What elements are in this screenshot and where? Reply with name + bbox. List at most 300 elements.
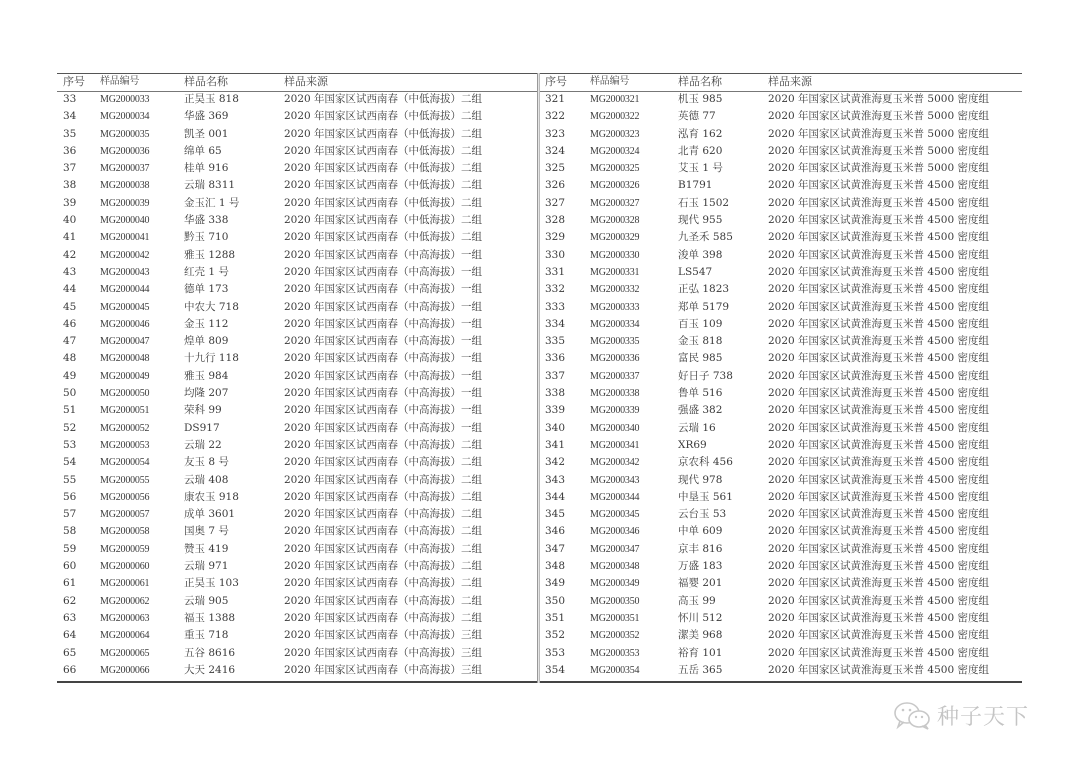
- sample-source: 2020 年国家区试西南春（中高海拔）一组: [284, 317, 483, 330]
- sample-name: 机玉 985: [678, 93, 723, 105]
- sample-source: 2020 年国家区试西南春（中低海拔）二组: [284, 162, 483, 175]
- sample-name: 福婴 201: [678, 577, 723, 590]
- sample-source: 2020 年国家区试西南春（中高海拔）二组: [284, 473, 483, 486]
- sample-code: MG2000346: [590, 526, 640, 538]
- sample-source: 2020 年国家区试黄淮海夏玉米普 4500 密度组: [768, 473, 989, 486]
- sample-name: 郑单 5179: [678, 300, 730, 313]
- row-index: 340: [545, 421, 566, 434]
- sample-name: 云瑞 16: [678, 421, 716, 434]
- header-sample-name: 样品名称: [184, 75, 228, 88]
- sample-code: MG2000333: [590, 301, 640, 313]
- row-index: 62: [63, 594, 77, 607]
- sample-code: MG2000033: [100, 94, 150, 105]
- sample-code: MG2000323: [590, 128, 640, 140]
- sample-name: 黔玉 710: [184, 231, 229, 244]
- table-row: [57, 575, 537, 592]
- row-index: 46: [63, 317, 77, 330]
- sample-name: 云瑞 22: [184, 438, 222, 451]
- sample-source: 2020 年国家区试西南春（中高海拔）一组: [284, 404, 483, 417]
- sample-code: MG2000038: [100, 180, 150, 192]
- table-row: [57, 160, 537, 177]
- table-row: [57, 489, 537, 506]
- table-row: [543, 299, 1023, 316]
- table-left-body: [57, 91, 537, 679]
- sample-code: MG2000048: [100, 353, 150, 365]
- sample-code: MG2000328: [590, 215, 640, 227]
- sample-source: 2020 年国家区试黄淮海夏玉米普 4500 密度组: [768, 421, 989, 434]
- sample-name: 桂单 916: [184, 162, 229, 175]
- sample-name: 煌单 809: [184, 335, 229, 348]
- row-index: 328: [545, 214, 566, 227]
- sample-code: MG2000042: [100, 249, 150, 261]
- row-index: 332: [545, 283, 566, 296]
- row-index: 326: [545, 179, 566, 192]
- sample-source: 2020 年国家区试黄淮海夏玉米普 4500 密度组: [768, 594, 989, 607]
- sample-source: 2020 年国家区试黄淮海夏玉米普 4500 密度组: [768, 283, 989, 296]
- table-row: [543, 177, 1023, 194]
- row-index: 63: [63, 611, 77, 624]
- header-sample-code: 样品编号: [590, 76, 630, 87]
- sample-name: 正昊玉 103: [184, 577, 239, 590]
- sample-name: B1791: [678, 179, 713, 192]
- sample-code: MG2000324: [590, 145, 640, 157]
- sample-code: MG2000340: [590, 422, 640, 434]
- row-index: 49: [63, 369, 77, 382]
- sample-name: 金玉 818: [678, 335, 723, 348]
- table-row: [57, 541, 537, 558]
- table-row: [57, 299, 537, 316]
- sample-code: MG2000329: [590, 232, 640, 244]
- sample-source: 2020 年国家区试黄淮海夏玉米普 5000 密度组: [768, 127, 989, 140]
- sample-name: 友玉 8 号: [184, 456, 229, 469]
- sample-code: MG2000341: [590, 439, 640, 451]
- sample-source: 2020 年国家区试黄淮海夏玉米普 4500 密度组: [768, 369, 989, 382]
- sample-name: 云台玉 53: [678, 508, 727, 521]
- sample-code: MG2000055: [100, 474, 150, 486]
- sample-name: 国奥 7 号: [184, 525, 229, 538]
- row-index: 345: [545, 508, 566, 521]
- header-sample-source: 样品来源: [768, 75, 812, 88]
- sample-code: MG2000337: [590, 370, 640, 382]
- sample-source: 2020 年国家区试西南春（中低海拔）二组: [284, 127, 483, 140]
- table-row: [543, 454, 1023, 471]
- sample-source: 2020 年国家区试西南春（中高海拔）二组: [284, 594, 483, 607]
- row-index: 59: [63, 542, 77, 555]
- row-index: 336: [545, 352, 566, 365]
- row-index: 324: [545, 144, 566, 157]
- header-sample-code: 样品编号: [100, 76, 140, 87]
- sample-code: MG2000061: [100, 578, 150, 590]
- table-row: [57, 229, 537, 246]
- sample-name: 正昊玉 818: [184, 93, 239, 105]
- sample-code: MG2000336: [590, 353, 640, 365]
- sample-name: 五谷 8616: [184, 646, 236, 659]
- sample-source: 2020 年国家区试黄淮海夏玉米普 4500 密度组: [768, 456, 989, 469]
- table-row: [57, 264, 537, 281]
- table-row: [543, 523, 1023, 540]
- sample-name: 德单 173: [184, 283, 229, 296]
- sample-name: 浚单 398: [678, 248, 723, 261]
- sample-code: MG2000330: [590, 249, 640, 261]
- table-row: [57, 108, 537, 125]
- table-row: [57, 593, 537, 610]
- sample-source: 2020 年国家区试西南春（中高海拔）二组: [284, 611, 483, 624]
- table-row: [57, 177, 537, 194]
- table-row: [57, 437, 537, 454]
- table-row: [57, 558, 537, 575]
- sample-source: 2020 年国家区试黄淮海夏玉米普 4500 密度组: [768, 248, 989, 261]
- table-row: [57, 506, 537, 523]
- sample-code: MG2000335: [590, 336, 640, 348]
- row-index: 56: [63, 490, 77, 503]
- sample-code: MG2000321: [590, 94, 640, 105]
- row-index: 327: [545, 196, 566, 209]
- table-row: [57, 472, 537, 489]
- sample-source: 2020 年国家区试黄淮海夏玉米普 4500 密度组: [768, 387, 989, 400]
- sample-code: MG2000334: [590, 318, 640, 330]
- table-row: [57, 523, 537, 540]
- table-row: [57, 420, 537, 437]
- row-index: 58: [63, 525, 77, 538]
- sample-source: 2020 年国家区试黄淮海夏玉米普 4500 密度组: [768, 438, 989, 451]
- sample-name: 云瑞 8311: [184, 179, 236, 192]
- sample-code: MG2000351: [590, 612, 640, 624]
- sample-code: MG2000041: [100, 232, 150, 244]
- sample-name: 鲁单 516: [678, 387, 723, 400]
- sample-code: MG2000056: [100, 491, 150, 503]
- table-row: [543, 420, 1023, 437]
- sample-name: 云瑞 408: [184, 473, 229, 486]
- row-index: 60: [63, 560, 77, 573]
- sample-code: MG2000049: [100, 370, 150, 382]
- sample-code: MG2000348: [590, 561, 640, 573]
- sample-code: MG2000344: [590, 491, 640, 503]
- sample-source: 2020 年国家区试西南春（中低海拔）二组: [284, 93, 483, 105]
- sample-code: MG2000354: [590, 664, 640, 676]
- table-row: [57, 454, 537, 471]
- sample-code: MG2000054: [100, 457, 150, 469]
- sample-name: 中单 609: [678, 525, 723, 538]
- row-index: 334: [545, 317, 566, 330]
- sample-code: MG2000060: [100, 561, 150, 573]
- sample-source: 2020 年国家区试西南春（中高海拔）二组: [284, 542, 483, 555]
- sample-source: 2020 年国家区试黄淮海夏玉米普 4500 密度组: [768, 525, 989, 538]
- sample-name: 赞玉 419: [184, 542, 229, 555]
- sample-code: MG2000059: [100, 543, 150, 555]
- header-index: 序号: [545, 75, 567, 88]
- header-sample-source: 样品来源: [284, 75, 328, 88]
- sample-code: MG2000345: [590, 509, 640, 521]
- sample-source: 2020 年国家区试西南春（中高海拔）一组: [284, 265, 483, 278]
- table-row: [543, 91, 1023, 108]
- sample-name: LS547: [678, 265, 713, 278]
- row-index: 321: [545, 93, 566, 105]
- row-index: 44: [63, 283, 77, 296]
- sample-source: 2020 年国家区试西南春（中低海拔）二组: [284, 144, 483, 157]
- table-row: [543, 506, 1023, 523]
- table-row: [543, 212, 1023, 229]
- sample-source: 2020 年国家区试西南春（中高海拔）二组: [284, 490, 483, 503]
- table-row: [57, 368, 537, 385]
- sample-source: 2020 年国家区试黄淮海夏玉米普 4500 密度组: [768, 560, 989, 573]
- row-index: 61: [63, 577, 77, 590]
- sample-source: 2020 年国家区试黄淮海夏玉米普 4500 密度组: [768, 335, 989, 348]
- sample-code: MG2000053: [100, 439, 150, 451]
- sample-name: 潔美 968: [678, 629, 723, 642]
- sample-code: MG2000352: [590, 630, 640, 642]
- table-row: [543, 195, 1023, 212]
- table-row: [543, 281, 1023, 298]
- sample-code: MG2000332: [590, 284, 640, 296]
- row-index: 55: [63, 473, 77, 486]
- table-row: [543, 472, 1023, 489]
- table-row: [57, 385, 537, 402]
- sample-name: 华盛 369: [184, 110, 229, 123]
- table-left-half: [57, 73, 537, 679]
- sample-name: 中农大 718: [184, 300, 239, 313]
- sample-source: 2020 年国家区试西南春（中高海拔）一组: [284, 352, 483, 365]
- sample-table: [57, 73, 1022, 683]
- sample-code: MG2000045: [100, 301, 150, 313]
- row-index: 38: [63, 179, 77, 192]
- sample-source: 2020 年国家区试西南春（中高海拔）一组: [284, 369, 483, 382]
- row-index: 37: [63, 162, 77, 175]
- row-index: 35: [63, 127, 77, 140]
- table-row: [57, 126, 537, 143]
- sample-source: 2020 年国家区试西南春（中高海拔）三组: [284, 663, 483, 676]
- sample-source: 2020 年国家区试西南春（中低海拔）二组: [284, 110, 483, 123]
- row-index: 351: [545, 611, 566, 624]
- sample-code: MG2000047: [100, 336, 150, 348]
- row-index: 338: [545, 387, 566, 400]
- row-index: 47: [63, 335, 77, 348]
- sample-source: 2020 年国家区试黄淮海夏玉米普 4500 密度组: [768, 611, 989, 624]
- sample-name: 京农科 456: [678, 456, 733, 469]
- row-index: 348: [545, 560, 566, 573]
- sample-name: 中垦玉 561: [678, 490, 733, 503]
- table-row: [543, 333, 1023, 350]
- sample-name: 九圣禾 585: [678, 231, 733, 244]
- table-row: [57, 645, 537, 662]
- sample-name: 石玉 1502: [678, 196, 730, 209]
- row-index: 52: [63, 421, 77, 434]
- table-row: [543, 489, 1023, 506]
- row-index: 333: [545, 300, 566, 313]
- table-row: [543, 541, 1023, 558]
- sample-name: 云瑞 971: [184, 560, 229, 573]
- row-index: 53: [63, 438, 77, 451]
- row-index: 350: [545, 594, 566, 607]
- sample-name: 正弘 1823: [678, 283, 730, 296]
- sample-code: MG2000331: [590, 266, 640, 278]
- sample-name: 金玉汇 1 号: [184, 196, 240, 209]
- sample-name: 五岳 365: [678, 663, 723, 676]
- sample-name: 北青 620: [678, 144, 723, 157]
- sample-source: 2020 年国家区试黄淮海夏玉米普 4500 密度组: [768, 577, 989, 590]
- sample-name: 强盛 382: [678, 404, 723, 417]
- row-index: 337: [545, 369, 566, 382]
- sample-code: MG2000322: [590, 111, 640, 123]
- table-row: [543, 126, 1023, 143]
- table-row: [543, 143, 1023, 160]
- sample-name: 艾玉 1 号: [678, 162, 723, 175]
- table-row: [57, 91, 537, 108]
- sample-code: MG2000040: [100, 215, 150, 227]
- sample-name: 华盛 338: [184, 214, 229, 227]
- table-row: [57, 281, 537, 298]
- header-sample-name: 样品名称: [678, 75, 722, 88]
- table-row: [57, 316, 537, 333]
- table-row: [543, 160, 1023, 177]
- sample-code: MG2000338: [590, 388, 640, 400]
- row-index: 344: [545, 490, 566, 503]
- sample-name: 绵单 65: [184, 144, 222, 157]
- sample-source: 2020 年国家区试西南春（中高海拔）三组: [284, 629, 483, 642]
- table-row: [57, 247, 537, 264]
- sample-source: 2020 年国家区试黄淮海夏玉米普 5000 密度组: [768, 162, 989, 175]
- table-row: [543, 575, 1023, 592]
- row-index: 342: [545, 456, 566, 469]
- sample-code: MG2000037: [100, 163, 150, 175]
- sample-code: MG2000057: [100, 509, 150, 521]
- sample-name: 重玉 718: [184, 629, 229, 642]
- sample-source: 2020 年国家区试西南春（中高海拔）一组: [284, 248, 483, 261]
- table-row: [543, 593, 1023, 610]
- table-right-body: [543, 91, 1023, 679]
- table-row: [57, 610, 537, 627]
- table-right-half: [543, 73, 1023, 679]
- row-index: 65: [63, 646, 77, 659]
- row-index: 45: [63, 300, 77, 313]
- sample-source: 2020 年国家区试西南春（中高海拔）一组: [284, 421, 483, 434]
- table-row: [543, 610, 1023, 627]
- sample-name: XR69: [678, 438, 707, 451]
- table-row: [543, 247, 1023, 264]
- row-index: 42: [63, 248, 77, 261]
- table-row: [543, 108, 1023, 125]
- sample-source: 2020 年国家区试西南春（中高海拔）三组: [284, 646, 483, 659]
- sample-source: 2020 年国家区试西南春（中高海拔）二组: [284, 560, 483, 573]
- table-row: [543, 627, 1023, 644]
- row-index: 329: [545, 231, 566, 244]
- row-index: 339: [545, 404, 566, 417]
- row-index: 40: [63, 214, 77, 227]
- sample-source: 2020 年国家区试西南春（中高海拔）一组: [284, 387, 483, 400]
- table-row: [57, 143, 537, 160]
- sample-code: MG2000326: [590, 180, 640, 192]
- row-index: 346: [545, 525, 566, 538]
- sample-source: 2020 年国家区试黄淮海夏玉米普 4500 密度组: [768, 542, 989, 555]
- table-row: [57, 212, 537, 229]
- sample-code: MG2000036: [100, 145, 150, 157]
- row-index: 349: [545, 577, 566, 590]
- sample-code: MG2000064: [100, 630, 150, 642]
- sample-name: 现代 978: [678, 473, 723, 486]
- sample-name: 十九行 118: [184, 352, 239, 365]
- sample-source: 2020 年国家区试黄淮海夏玉米普 4500 密度组: [768, 663, 989, 676]
- row-index: 330: [545, 248, 566, 261]
- row-index: 341: [545, 438, 566, 451]
- row-index: 325: [545, 162, 566, 175]
- header-index: 序号: [63, 75, 85, 88]
- sample-code: MG2000065: [100, 647, 150, 659]
- table-header-row: [57, 73, 537, 91]
- sample-name: 成单 3601: [184, 508, 236, 521]
- row-index: 322: [545, 110, 566, 123]
- sample-source: 2020 年国家区试黄淮海夏玉米普 4500 密度组: [768, 214, 989, 227]
- row-index: 335: [545, 335, 566, 348]
- sample-name: 金玉 112: [184, 317, 229, 330]
- sample-source: 2020 年国家区试黄淮海夏玉米普 4500 密度组: [768, 300, 989, 313]
- row-index: 50: [63, 387, 77, 400]
- sample-name: 红壳 1 号: [184, 265, 229, 278]
- row-index: 39: [63, 196, 77, 209]
- row-index: 323: [545, 127, 566, 140]
- row-index: 54: [63, 456, 77, 469]
- sample-code: MG2000066: [100, 664, 150, 676]
- row-index: 48: [63, 352, 77, 365]
- sample-code: MG2000349: [590, 578, 640, 590]
- row-index: 343: [545, 473, 566, 486]
- sample-source: 2020 年国家区试黄淮海夏玉米普 4500 密度组: [768, 646, 989, 659]
- sample-code: MG2000353: [590, 647, 640, 659]
- sample-source: 2020 年国家区试西南春（中高海拔）一组: [284, 335, 483, 348]
- sample-source: 2020 年国家区试黄淮海夏玉米普 5000 密度组: [768, 110, 989, 123]
- sample-code: MG2000347: [590, 543, 640, 555]
- table-row: [57, 662, 537, 679]
- sample-code: MG2000039: [100, 197, 150, 209]
- table-row: [543, 264, 1023, 281]
- table-row: [543, 558, 1023, 575]
- sample-name: 均隆 207: [184, 387, 229, 400]
- table-row: [57, 333, 537, 350]
- sample-code: MG2000046: [100, 318, 150, 330]
- sample-name: 康农玉 918: [184, 490, 239, 503]
- sample-name: 百玉 109: [678, 317, 723, 330]
- sample-name: 大天 2416: [184, 663, 236, 676]
- sample-code: MG2000343: [590, 474, 640, 486]
- sample-name: 裕育 101: [678, 646, 723, 659]
- sample-source: 2020 年国家区试黄淮海夏玉米普 4500 密度组: [768, 196, 989, 209]
- sample-source: 2020 年国家区试黄淮海夏玉米普 4500 密度组: [768, 179, 989, 192]
- sample-source: 2020 年国家区试黄淮海夏玉米普 4500 密度组: [768, 629, 989, 642]
- table-row: [57, 627, 537, 644]
- row-index: 41: [63, 231, 77, 244]
- sample-name: 荣科 99: [184, 404, 222, 417]
- sample-code: MG2000034: [100, 111, 150, 123]
- table-header-row: [543, 73, 1023, 91]
- sample-name: 富民 985: [678, 352, 723, 365]
- row-index: 36: [63, 144, 77, 157]
- column-divider: [537, 73, 540, 683]
- sample-code: MG2000043: [100, 266, 150, 278]
- sample-source: 2020 年国家区试黄淮海夏玉米普 4500 密度组: [768, 490, 989, 503]
- sample-code: MG2000058: [100, 526, 150, 538]
- row-index: 347: [545, 542, 566, 555]
- table-row: [543, 437, 1023, 454]
- watermark: [893, 700, 1029, 731]
- sample-code: MG2000062: [100, 595, 150, 607]
- sample-source: 2020 年国家区试西南春（中低海拔）二组: [284, 196, 483, 209]
- sample-name: 怀川 512: [678, 611, 723, 624]
- row-index: 57: [63, 508, 77, 521]
- sample-source: 2020 年国家区试西南春（中低海拔）二组: [284, 231, 483, 244]
- sample-name: 泓育 162: [678, 127, 723, 140]
- sample-code: MG2000339: [590, 405, 640, 417]
- sample-name: 云瑞 905: [184, 594, 229, 607]
- sample-name: 现代 955: [678, 214, 723, 227]
- row-index: 43: [63, 265, 77, 278]
